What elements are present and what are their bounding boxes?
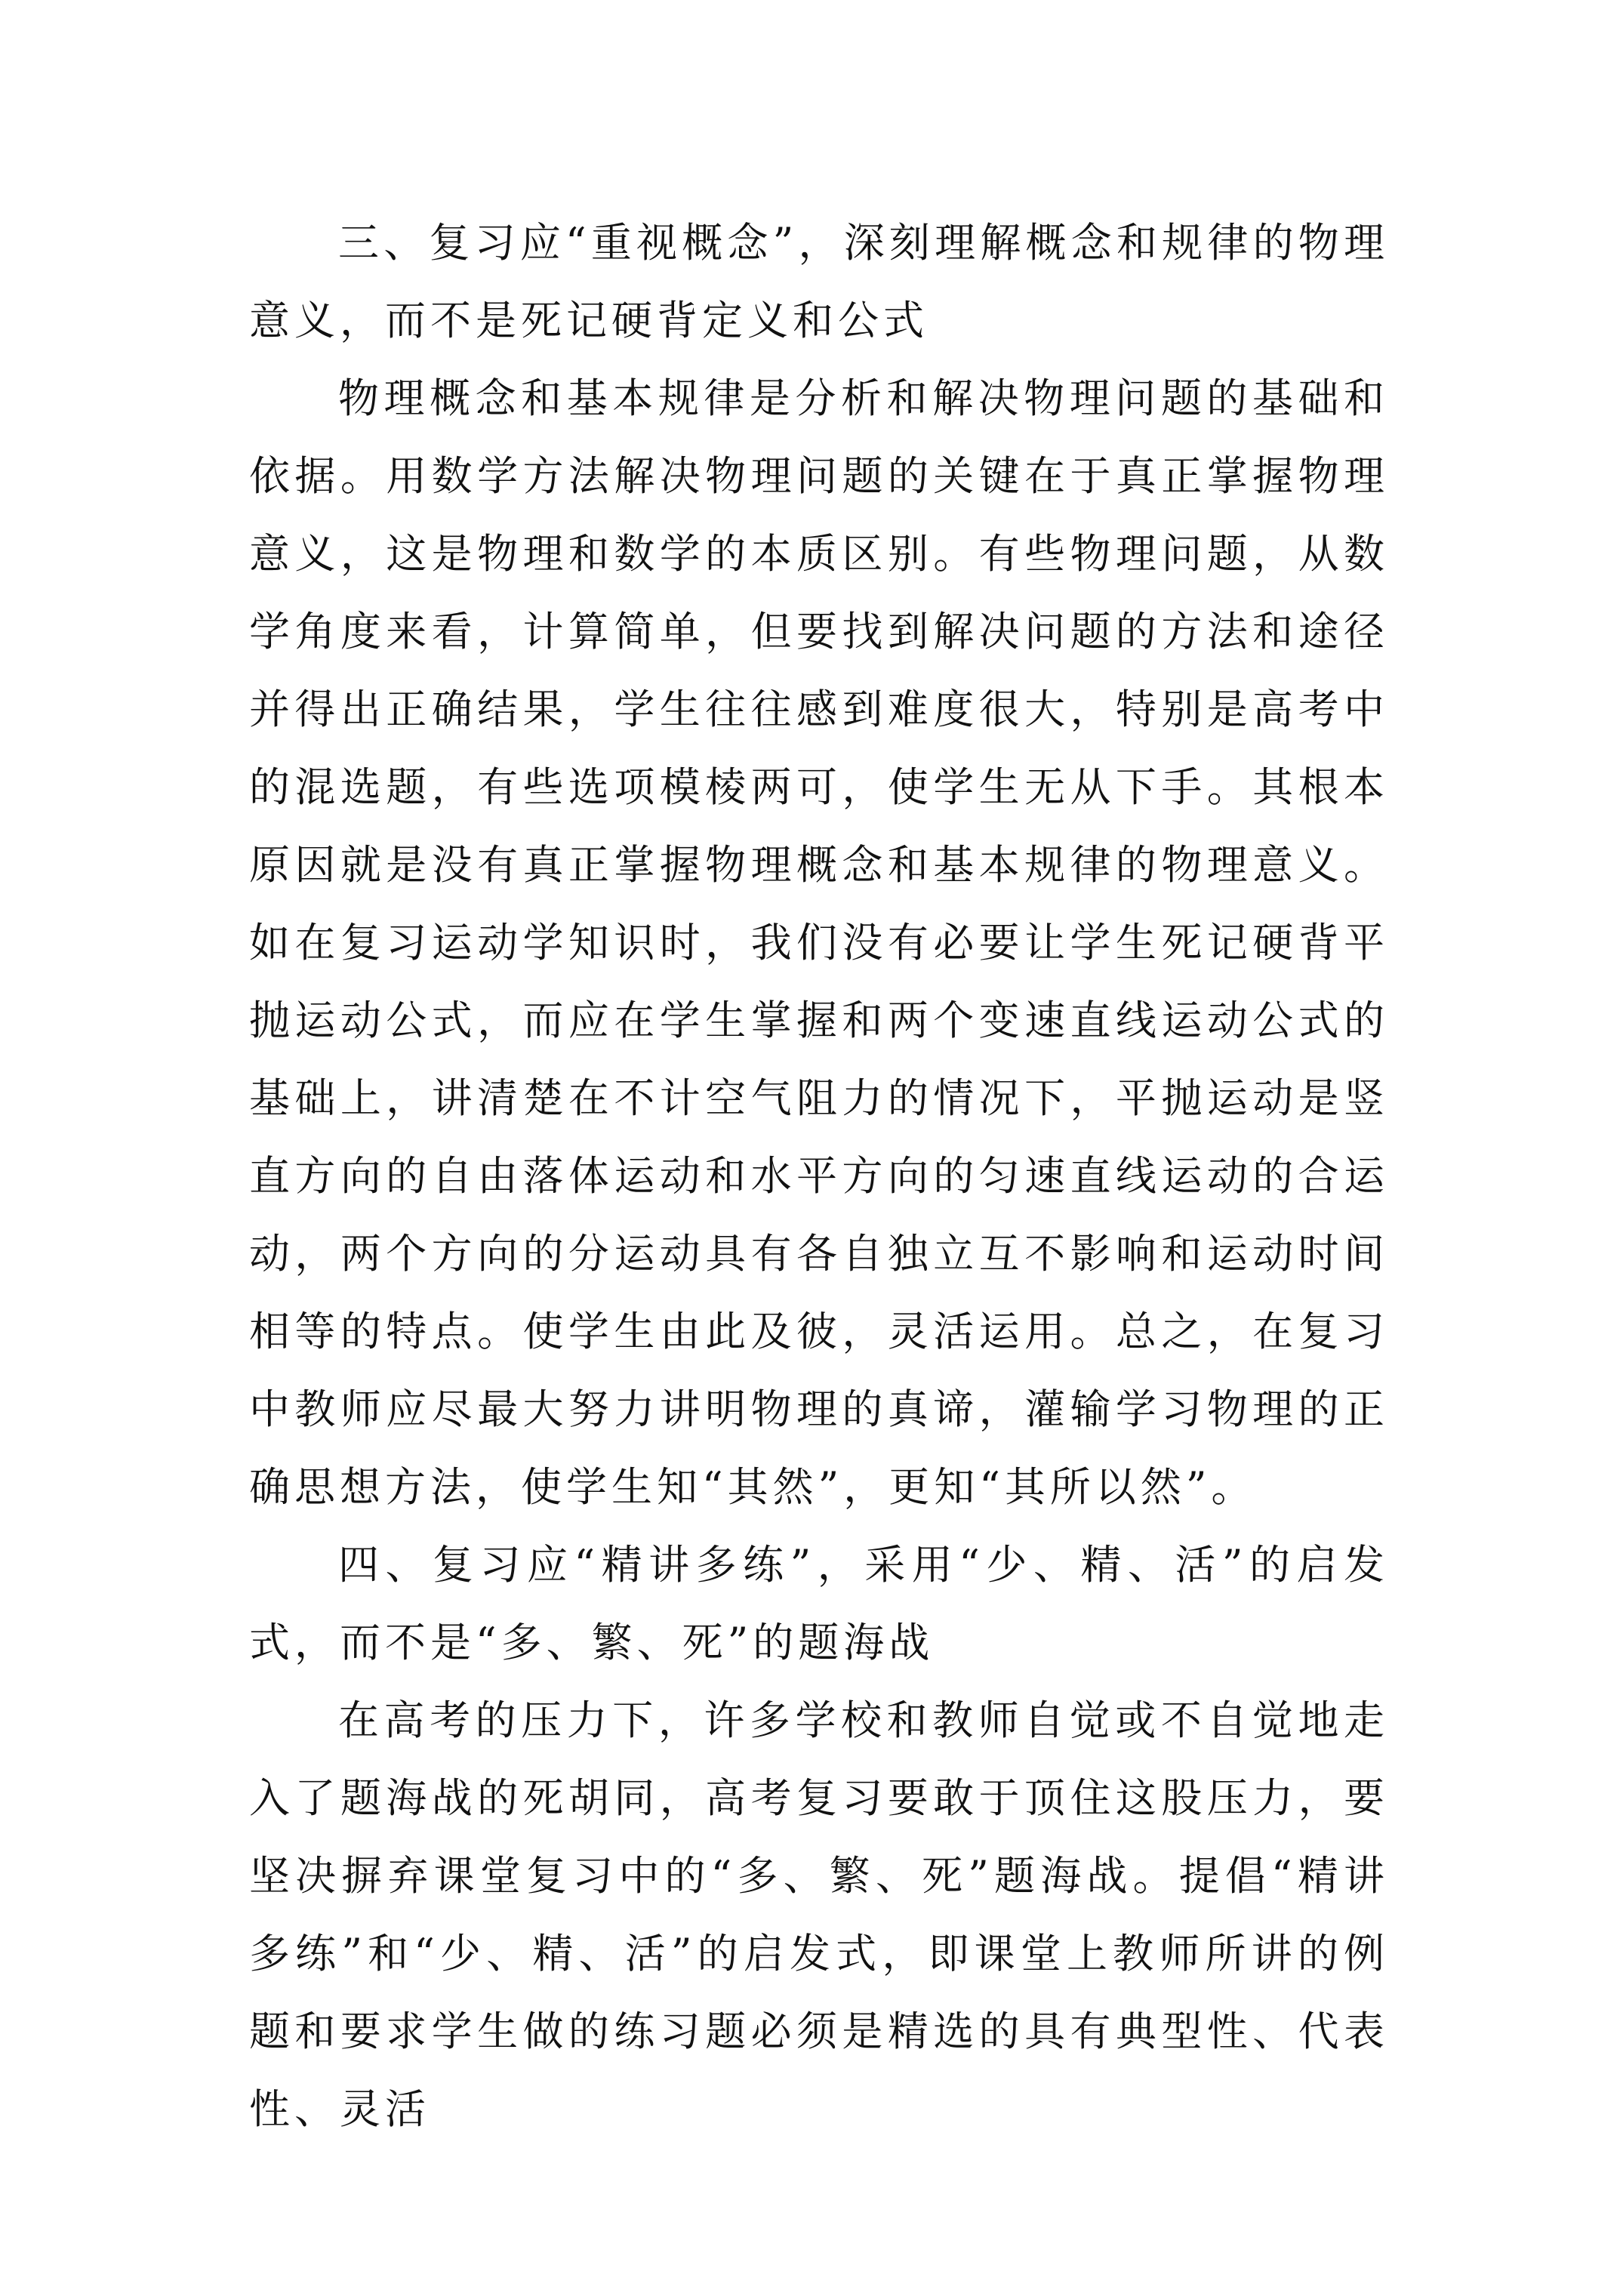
section-heading-3: 三、复习应“重视概念”，深刻理解概念和规律的物理意义，而不是死记硬背定义和公式 xyxy=(249,219,1389,344)
body-paragraph-practice: 在高考的压力下，许多学校和教师自觉或不自觉地走入了题海战的死胡同，高考复习要敢于顶住这股压力，要坚决摒弃课堂复习中的“多、繁、死”题海战。提倡“精讲多练”和“少、精、活”的启发式，即课堂上教师所讲的例题和要求学生做的练习题必须是精选的具有典型性、代表性、灵活 xyxy=(249,1697,1389,2133)
body-paragraph-concepts: 物理概念和基本规律是分析和解决物理问题的基础和依据。用数学方法解决物理问题的关键在于真正掌握物理意义，这是物理和数学的本质区别。有些物理问题，从数学角度来看，计算简单，但要找到解决问题的方法和途径并得出正确结果，学生往往感到难度很大，特别是高考中的混选题，有些选项模棱两可，使学生无从下手。其根本原因就是没有真正掌握物理概念和基本规律的物理意义。如在复习运动学知识时，我们没有必要让学生死记硬背平抛运动公式，而应在学生掌握和两个变速直线运动公式的基础上，讲清楚在不计空气阻力的情况下，平抛运动是竖直方向的自由落体运动和水平方向的匀速直线运动的合运动，两个方向的分运动具有各自独立互不影响和运动时间相等的特点。使学生由此及彼，灵活运用。总之，在复习中教师应尽最大努力讲明物理的真谛，灌输学习物理的正确思想方法，使学生知“其然”，更知“其所以然”。 xyxy=(249,374,1389,1511)
document-body xyxy=(249,204,1389,2148)
section-heading-4: 四、复习应“精讲多练”，采用“少、精、活”的启发式，而不是“多、繁、死”的题海战 xyxy=(249,1541,1389,1666)
